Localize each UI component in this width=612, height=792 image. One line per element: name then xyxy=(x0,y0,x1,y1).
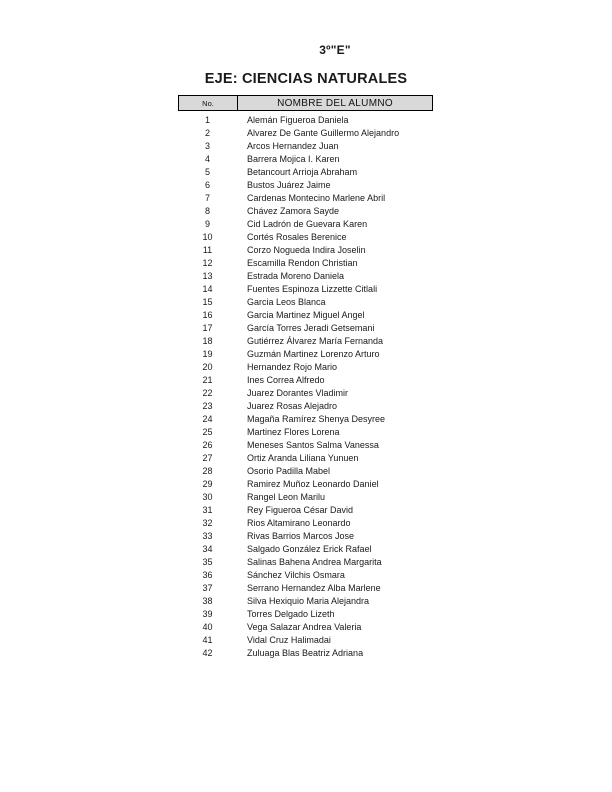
student-number: 7 xyxy=(204,192,210,203)
student-number: 42 xyxy=(202,647,213,658)
student-name: Magaña Ramírez Shenya Desyree xyxy=(247,413,386,424)
student-name: Chávez Zamora Sayde xyxy=(247,205,340,216)
student-name: Vidal Cruz Halimadai xyxy=(247,634,331,645)
student-name: Gutiérrez Álvarez María Fernanda xyxy=(247,335,384,346)
table-row xyxy=(178,620,433,633)
student-name: Bustos Juárez Jaime xyxy=(247,179,331,190)
student-name: Escamilla Rendon Christian xyxy=(247,257,358,268)
table-row xyxy=(178,178,433,191)
student-number: 39 xyxy=(202,608,213,619)
student-name: Juarez Dorantes Vladimir xyxy=(247,387,349,398)
student-number: 35 xyxy=(202,556,213,567)
student-name: Corzo Nogueda Indira Joselin xyxy=(247,244,366,255)
student-number: 15 xyxy=(202,296,213,307)
student-roster-table xyxy=(178,95,433,659)
table-row xyxy=(178,191,433,204)
table-row xyxy=(178,295,433,308)
student-name: Alemán Figueroa Daniela xyxy=(247,114,349,125)
student-name: Estrada Moreno Daniela xyxy=(247,270,345,281)
student-name: Cid Ladrón de Guevara Karen xyxy=(247,218,368,229)
student-number: 5 xyxy=(204,166,210,177)
student-number: 19 xyxy=(202,348,213,359)
table-row xyxy=(178,594,433,607)
table-row xyxy=(178,269,433,282)
student-number: 37 xyxy=(202,582,213,593)
student-number: 25 xyxy=(202,426,213,437)
student-name: García Torres Jeradi Getsemani xyxy=(247,322,375,333)
student-name: Garcia Leos Blanca xyxy=(247,296,326,307)
student-number: 40 xyxy=(202,621,213,632)
student-number: 3 xyxy=(204,140,210,151)
table-row xyxy=(178,555,433,568)
student-name: Sánchez Vilchis Osmara xyxy=(247,569,345,580)
table-row xyxy=(178,256,433,269)
student-number: 32 xyxy=(202,517,213,528)
student-name: Rios Altamirano Leonardo xyxy=(247,517,351,528)
student-number: 27 xyxy=(202,452,213,463)
student-name: Fuentes Espinoza Lizzette Citlali xyxy=(247,283,378,294)
student-name: Ortiz Aranda Liliana Yunuen xyxy=(247,452,359,463)
table-row xyxy=(178,347,433,360)
student-name: Guzmán Martinez Lorenzo Arturo xyxy=(247,348,380,359)
table-row xyxy=(178,490,433,503)
table-row xyxy=(178,633,433,646)
student-table-body xyxy=(178,113,433,659)
table-row xyxy=(178,451,433,464)
column-header-number: No. xyxy=(179,96,238,110)
student-number: 6 xyxy=(204,179,210,190)
student-name: Cortés Rosales Berenice xyxy=(247,231,347,242)
student-name: Martinez Flores Lorena xyxy=(247,426,340,437)
table-header-row xyxy=(178,95,433,111)
table-row xyxy=(178,360,433,373)
table-row xyxy=(178,477,433,490)
student-name: Meneses Santos Salma Vanessa xyxy=(247,439,379,450)
student-number: 29 xyxy=(202,478,213,489)
student-name: Cardenas Montecino Marlene Abril xyxy=(247,192,386,203)
table-row xyxy=(178,581,433,594)
student-number: 18 xyxy=(202,335,213,346)
student-name: Rey Figueroa César David xyxy=(247,504,354,515)
table-row xyxy=(178,386,433,399)
student-name: Torres Delgado Lizeth xyxy=(247,608,335,619)
student-number: 4 xyxy=(204,153,210,164)
student-number: 21 xyxy=(202,374,213,385)
student-number: 23 xyxy=(202,400,213,411)
table-row xyxy=(178,373,433,386)
student-number: 34 xyxy=(202,543,213,554)
table-row xyxy=(178,308,433,321)
student-number: 24 xyxy=(202,413,213,424)
student-number: 10 xyxy=(202,231,213,242)
grade-title: 3º"E" xyxy=(319,43,351,57)
table-row xyxy=(178,165,433,178)
student-number: 13 xyxy=(202,270,213,281)
table-row xyxy=(178,204,433,217)
table-row xyxy=(178,607,433,620)
student-name: Vega Salazar Andrea Valeria xyxy=(247,621,362,632)
table-row xyxy=(178,126,433,139)
table-row xyxy=(178,139,433,152)
table-row xyxy=(178,334,433,347)
table-row xyxy=(178,503,433,516)
table-row xyxy=(178,282,433,295)
student-name: Hernandez Rojo Mario xyxy=(247,361,338,372)
student-name: Betancourt Arrioja Abraham xyxy=(247,166,358,177)
table-row xyxy=(178,113,433,126)
table-row xyxy=(178,464,433,477)
student-number: 26 xyxy=(202,439,213,450)
table-row xyxy=(178,152,433,165)
student-name: Serrano Hernandez Alba Marlene xyxy=(247,582,381,593)
student-number: 30 xyxy=(202,491,213,502)
student-name: Juarez Rosas Alejadro xyxy=(247,400,338,411)
table-row xyxy=(178,321,433,334)
table-row xyxy=(178,425,433,438)
student-name: Arcos Hernandez Juan xyxy=(247,140,339,151)
table-row xyxy=(178,438,433,451)
student-number: 16 xyxy=(202,309,213,320)
student-number: 11 xyxy=(202,244,213,255)
table-row xyxy=(178,542,433,555)
student-name: Ines Correa Alfredo xyxy=(247,374,325,385)
student-name: Ramirez Muñoz Leonardo Daniel xyxy=(247,478,379,489)
student-number: 33 xyxy=(202,530,213,541)
table-row xyxy=(178,243,433,256)
table-row xyxy=(178,399,433,412)
student-name: Silva Hexiquio Maria Alejandra xyxy=(247,595,370,606)
subject-title: EJE: CIENCIAS NATURALES xyxy=(204,71,408,87)
table-row xyxy=(178,516,433,529)
student-number: 28 xyxy=(202,465,213,476)
student-name: Salinas Bahena Andrea Margarita xyxy=(247,556,382,567)
table-row xyxy=(178,230,433,243)
table-row xyxy=(178,529,433,542)
student-name: Rivas Barrios Marcos Jose xyxy=(247,530,355,541)
student-name: Alvarez De Gante Guillermo Alejandro xyxy=(247,127,400,138)
student-number: 38 xyxy=(202,595,213,606)
student-number: 2 xyxy=(204,127,210,138)
table-row xyxy=(178,217,433,230)
student-number: 14 xyxy=(202,283,213,294)
student-name: Garcia Martinez Miguel Angel xyxy=(247,309,365,320)
student-number: 9 xyxy=(204,218,210,229)
student-number: 1 xyxy=(204,114,210,125)
student-number: 8 xyxy=(204,205,210,216)
table-row xyxy=(178,412,433,425)
student-name: Salgado González Erick Rafael xyxy=(247,543,372,554)
student-number: 36 xyxy=(202,569,213,580)
table-row xyxy=(178,568,433,581)
student-name: Osorio Padilla Mabel xyxy=(247,465,331,476)
student-number: 20 xyxy=(202,361,213,372)
column-header-student-name: NOMBRE DEL ALUMNO xyxy=(277,97,393,109)
student-name: Barrera Mojica I. Karen xyxy=(247,153,340,164)
student-number: 41 xyxy=(202,634,213,645)
table-row xyxy=(178,646,433,659)
student-name: Rangel Leon Marilu xyxy=(247,491,326,502)
student-number: 22 xyxy=(202,387,213,398)
student-number: 17 xyxy=(202,322,213,333)
student-number: 31 xyxy=(202,504,213,515)
student-number: 12 xyxy=(202,257,213,268)
student-name: Zuluaga Blas Beatriz Adriana xyxy=(247,647,364,658)
